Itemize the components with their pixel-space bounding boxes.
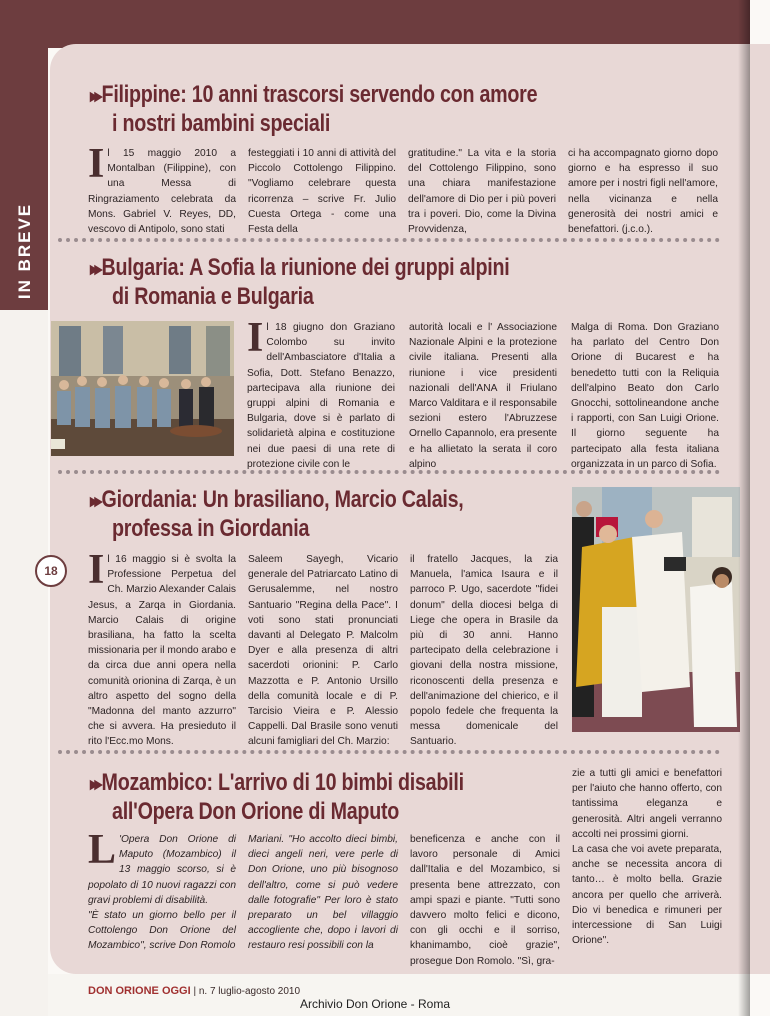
article-2-col-1: Il 18 giugno don Graziano Colombo su invito dell'Ambasciatore d'Italia a Sofia, Dott. Stefano Benazzo, partecipava alla riunione dei gruppi alpini di Romania e Bulgaria, dove si è parlato di solidarietà alpina e costituzione nei due paesi di una rete di protezione civile con le	[247, 315, 395, 470]
article-2-col-2: autorità locali e l' Associazione Nazionale Alpini e la protezione civile italiana. Presenti alla riunione i vice presidenti nazionali dell'ANA il Friulano Marco Valditara e il responsabile sezioni estero l'Abruzzese Ornello Capannolo, era presente e ha allietato la serata il coro alpino	[409, 322, 557, 470]
side-margin	[0, 310, 48, 1016]
article-1-headline-line2: i nostri bambini speciali	[112, 110, 331, 137]
section-divider	[58, 238, 720, 242]
magazine-brand: DON ORIONE OGGI	[88, 985, 191, 997]
binding-shadow	[738, 0, 750, 1016]
page-footer	[88, 985, 300, 997]
article-2-headline-line2: di Romania e Bulgaria	[112, 283, 314, 310]
article-4-col-3: beneficenza e anche con il lavoro personale di Amici dall'Italia e del Mozambico, si presenta bene attrezzato, con ampi spazi e piante. "Tutti sono davvero molto felici e dicono, con gli occhi e il sorriso, khanimambo, cioè grazie", prosegue Don Romolo. "Sì, gra-	[410, 834, 560, 967]
double-arrow-icon: ▸▸	[90, 774, 100, 795]
article-1-col-2: festeggiati i 10 anni di attività del Piccolo Cottolengo Filippino. "Vogliamo celebrare questa ricorrenza – scrive Fr. Julio Cuesta Ortega - come una Festa della	[248, 148, 396, 236]
article-1-headline-line1: ▸▸ Filippine: 10 anni trascorsi servendo con amore	[90, 81, 538, 108]
article-1-dropcap: I	[88, 141, 105, 187]
article-4-headline-line1: ▸▸ Mozambico: L'arrivo di 10 bimbi disabili	[90, 769, 464, 796]
double-arrow-icon: ▸▸	[90, 491, 100, 512]
article-2-col-3: Malga di Roma. Don Graziano ha parlato del Centro Don Orione di Bucarest e ha benedetto tutti con la Reliquia dell'alpino Beato don Carlo Gnocchi, sottolineandone anche i rapporti, con San Luigi Orione. Il giorno seguente ha partecipato alla festa italiana organizzata in un parco di Sofia.	[571, 322, 719, 470]
article-4-col-1: L 'Opera Don Orione di Maputo (Mozambico) il 13 maggio scorso, si è popolato di 10 nuovi ragazzi con gravi problemi di disabilità. "È stato un giorno bello per il Cottolengo Don Orione del Mozambico", scrive Don Romolo	[88, 827, 236, 952]
profession-ceremony-photo	[572, 487, 740, 732]
article-4-headline-line2: all'Opera Don Orione di Maputo	[112, 798, 400, 825]
article-3-col-1: Il 16 maggio si è svolta la Professione Perpetua del Ch. Marzio Alexander Calais Jesus, a Zarqa in Giordania. Marcio Calais di origine brasiliana, ha fatto la scelta missionaria per il mondo arabo e da circa due anni opera nella comunità orionina di Zarqa, è un altro aspetto del sogno della "Madonna del manto azzurro" che si avvera. Ha presieduto il rito l'Ecc.mo Mons.	[88, 547, 236, 748]
double-arrow-icon: ▸▸	[90, 86, 100, 107]
article-4-col-4: zie a tutti gli amici e benefattori per l'aiuto che hanno offerto, con tantissima eleganza e generosità. Altri angeli verranno accolti nei prossimi giorni. La casa che voi avete preparata, anche se necessita ancora di tanto… è molto bella. Grazie ancora per quello che arriverà. Dio vi benedica e rimuneri per intercessione di San Luigi Orione".	[572, 768, 722, 947]
article-3-dropcap: I	[88, 547, 105, 593]
article-3-headline-line2: professa in Giordania	[112, 515, 310, 542]
page-number: 18	[35, 555, 67, 587]
article-2-headline-line1: ▸▸ Bulgaria: A Sofia la riunione dei gruppi alpini	[90, 254, 510, 281]
article-1-col-4: ci ha accompagnato giorno dopo giorno e ha espresso il suo amore per i nostri figli nell'amore, nella vicinanza e nella generosità dei nostri amici e benefattori. (j.c.o.).	[568, 148, 718, 236]
article-1-col-3: gratitudine." La vita e la storia del Cottolengo Filippino, sono una chiara manifestazione dell'amore di Dio per i più poveri tra i poveri. Dio, come la Divina Provvidenza,	[408, 148, 556, 236]
issue-info: n. 7 luglio-agosto 2010	[198, 986, 301, 997]
article-3-col-2: Saleem Sayegh, Vicario generale del Patriarcato Latino di Gerusalemme, nel nostro Santuario "Regina della Pace". I voti sono stati pronunciati davanti al Delegato P. Malcolm Dyer e alla presenza di altri sacerdoti orionini: P. Carlo Mazzotta e P. Antonio Ursillo della comunità locale e di P. Tarcisio Vieira e P. Alessio Cappelli. Dal Brasile sono venuti alcuni famigliari del Ch. Marzio:	[248, 554, 398, 748]
footer-separator: |	[190, 986, 199, 997]
top-band	[0, 0, 750, 48]
section-divider	[58, 470, 720, 474]
article-3-headline-line1: ▸▸ Giordania: Un brasiliano, Marcio Calais,	[90, 486, 464, 513]
article-2-dropcap: I	[247, 315, 264, 361]
article-1-col-1: Il 15 maggio 2010 a Montalban (Filippine), con una Messa di Ringraziamento celebrata da Mons. Gabriel V. Reyes, DD, vescovo di Antipolo, sono stati	[88, 141, 236, 236]
article-4-col-2: Mariani. "Ho accolto dieci bimbi, dieci angeli neri, vere perle di Don Orione, uno più bisognoso dell'altro, come si può vedere dalle fotografie" Per loro è stato preparato un bel villaggio accogliente che, dopo i lavori di restauro resi possibili con la	[248, 834, 398, 952]
article-4-dropcap: L	[88, 827, 117, 873]
section-divider	[58, 750, 720, 754]
section-label-container	[14, 202, 36, 300]
alpini-group-photo	[51, 321, 234, 456]
double-arrow-icon: ▸▸	[90, 259, 100, 280]
section-label: IN BREVE	[15, 202, 34, 300]
archive-caption: Archivio Don Orione - Roma	[299, 997, 451, 1011]
article-3-col-3: il fratello Jacques, la zia Manuela, l'amica Isaura e il parroco P. Ugo, sacerdote "fidei donum" della diocesi belga di Liege che opera in Brasile da più di 30 anni. Hanno partecipato della celebrazione i giovani della nostra missione, riconoscenti della presenza e dell'animazione del chierico, e il popolo fedele che frequenta la messa domenicale del Santuario.	[410, 554, 558, 748]
